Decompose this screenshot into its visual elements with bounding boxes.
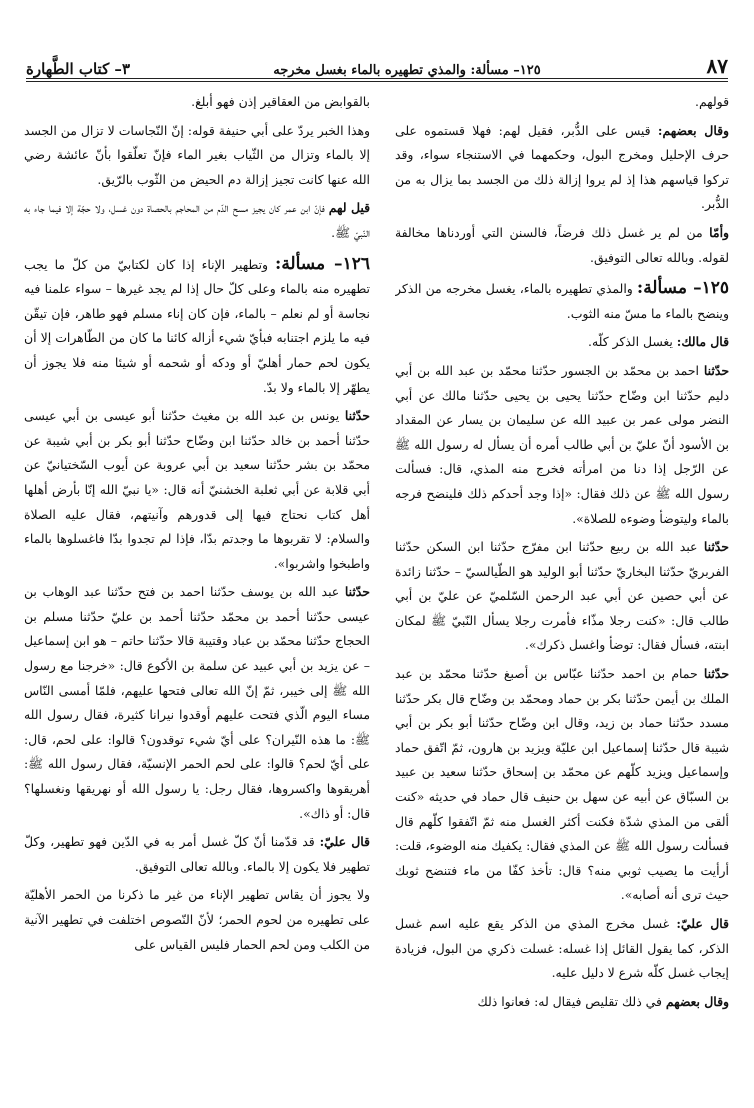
paragraph: ولا يجوز أن يقاس تطهير الإناء من غير ما ذكرنا من الحمر الأهليّة على تطهيره من لحوم الحمر؛ لأنّ النّصوص اختلفت في تطهير الآنية من الكلب ومن لحم الحمار فليس القياس على (24, 887, 370, 952)
section-heading: ١٢٦– مسألة: (275, 253, 370, 274)
section-paragraph: ١٢٦– مسألة: وتطهير الإناء إذا كان لكتابيّ من كلّ ما يجب تطهيره منه بالماء وعلى كلّ حال إذا لم يجد غيرها – سواء علمنا فيه نجاسة أو لم نعلم – بالماء، فإن كان إناء مسلم فهو طاهر، فإن تيقّن فيه ما يلزم اجتنابه فبأيّ شيء أزاله كائنا ما كان من الطّاهرات إلا أن يكون لحم حمار أهليّ أو ودكه أو شحمه أو شيئا منه فلا يجوز أن يطهّر إلا بالماء ولا بدّ. (24, 253, 370, 395)
header-rule (26, 78, 728, 79)
paragraph: وقال بعضهم في ذلك تقليص فيقال له: فعانوا ذلك (477, 993, 729, 1009)
paragraph: وأمّا من لم ير غسل ذلك فرضاً، فالسنن التي أوردناها مخالفة لقوله. وبالله تعالى التوفيق. (395, 224, 729, 265)
right-text-column (395, 90, 729, 1100)
paragraph: قال عليّ: قد قدّمنا أنّ كلّ غسل أمر به في الدّين فهو تطهير، وكلّ تطهير فلا يكون إلا بالماء. وبالله تعالى التوفيق. (24, 834, 370, 874)
section-heading: ١٢٥– مسألة: (636, 278, 729, 299)
paragraph: قال عليّ: غسل مخرج المذي من الذكر يقع عليه اسم غسل الذكر، كما يقول القائل إذا غسله: غسلت ذكري من البول، فزيادة إيجاب غسل كلّه شرع لا دليل عليه. (395, 916, 729, 981)
hadith-paragraph: حدّثنا حمام بن احمد حدّثنا عبّاس بن أصبغ حدّثنا محمّد بن عبد الملك بن أيمن حدّثنا بكر بن حماد ومحمّد بن وضّاح قال بكر حدّثنا مسدد حدّثنا حماد بن زيد، وقال ابن وضّاح حدّثنا أبو بكر بن أبي شيبة قال حدّثنا إسماعيل ابن عليّة ويزيد بن هارون، ثمّ اتّفق حماد وإسماعيل ويزيد كلّهم عن محمّد بن إسحاق حدّثنا سعيد بن عبيد بن السبّاق عن أبيه عن سهل بن حنيف قال حماد في حديثه «كنت ألقى من المذي شدّة فكنت أكثر الغسل منه ثمّ اتّفقوا كلّهم قال فسألت رسول الله ﷺ عن المذي فقال: يكفيك منه الوضوء، قلت: أرأيت ما يصيب ثوبي منه؟ قال: تأخذ كفّا من ماء فتنضح ثوبك حيث ترى أنه أصابه». (395, 666, 729, 903)
paragraph: قال مالك: يغسل الذكر كلّه. (588, 334, 729, 350)
hadith-paragraph: حدّثنا احمد بن محمّد بن الجسور حدّثنا محمّد بن عبد الله بن أبي دليم حدّثنا ابن وضّاح حدّثنا يحيى بن يحيى حدّثنا مالك عن أبي النضر مولى عمر بن عبيد الله عن سليمان بن يسار عن المقداد بن الأسود أنّ عليّ بن أبي طالب أمره أن يسأل له رسول الله ﷺ عن الرّجل إذا دنا من امرأته فخرج منه المذي، قال: فسألت رسول الله ﷺ عن ذلك فقال: «إذا وجد أحدكم ذلك فلينضح فرجه بالماء وليتوضأ وضوءه للصلاة». (395, 362, 729, 526)
hadith-paragraph: حدّثنا يونس بن عبد الله بن مغيث حدّثنا أبو عيسى بن أبي عيسى حدّثنا أحمد بن خالد حدّثنا ابن وضّاح حدّثنا أبو بكر بن أبي شيبة عن محمّد بن بشر حدّثنا سعيد بن أبي عروبة عن أيوب السّختيانيّ عن أبي قلابة عن أبي ثعلبة الخشنيّ أنه قال: «يا نبيّ الله إنّا بأرض أهلها أهل كتاب نحتاج فيها إلى قدورهم وآنيتهم، فقال عليه الصلاة والسلام: لا تقربوها ما وجدتم بدّا، فإذا لم تجدوا بدّا فاغسلوها بالماء واطبخوا واشربوا». (24, 408, 370, 571)
left-text-column (24, 90, 370, 1100)
page-number: ٨٧ (706, 54, 728, 78)
book-title: ٣– كتاب الطَّهارة (26, 60, 130, 78)
section-paragraph: ١٢٥– مسألة: والمذي تطهيره بالماء، يغسل مخرجه من الذكر وينضح بالماء ما مسّ منه الثوب. (395, 278, 729, 321)
paragraph: قولهم. (695, 94, 729, 109)
hadith-paragraph: حدّثنا عبد الله بن يوسف حدّثنا احمد بن فتح حدّثنا عبد الوهاب بن عيسى حدّثنا أحمد بن محمّد حدّثنا أحمد بن عليّ حدّثنا مسلم بن الحجاج حدّثنا محمّد بن عباد وقتيبة قالا حدّثنا حاتم – هو ابن إسماعيل – عن يزيد بن أبي عبيد عن سلمة بن الأكوع قال: «خرجنا مع رسول الله ﷺ إلى خيبر، ثمّ إنّ الله تعالى فتحها عليهم، فلمّا أمسى النّاس مساء اليوم الّذي فتحت عليهم أوقدوا نيرانا كثيرة، فقال رسول الله ﷺ: ما هذه النّيران؟ على أيّ شيء توقدون؟ قالوا: على لحم، قال: على أيّ لحم؟ قالوا: على لحم الحمر الإنسيّة، فقال رسول الله ﷺ: أهريقوها واكسروها، فقال رجل: يا رسول الله أو نهريقها ونغسلها؟ قال: أو ذاك». (24, 584, 370, 821)
paragraph: قيل لهم فإنّ ابن عمر كان يجيز مسح الدّم من المحاجم بالحصاة دون غسل، ولا حجّة إلا فيما جاء به النّبيّ ﷺ. (24, 200, 370, 240)
header-rule-thin (26, 81, 728, 82)
hadith-paragraph: حدّثنا عبد الله بن ربيع حدّثنا ابن مفرّج حدّثنا ابن السكن حدّثنا الفربريّ حدّثنا البخاريّ حدّثنا أبو الوليد هو الطّيالسيّ – حدّثنا زائدة عن أبي حصين عن أبي عبد الرحمن السّلميّ عن عليّ بن أبي طالب قال: «كنت رجلا مذّاء فأمرت رجلا يسأل النّبيّ ﷺ لمكان ابنته، فسأل فقال: توضأ واغسل ذكرك». (395, 539, 729, 653)
paragraph: وقال بعضهم: قيس على الدُّبر، فقيل لهم: فهلا قستموه على حرف الإحليل ومخرج البول، وحكمهما في الاستنجاء سواء، وقد تركوا قياسهم هذا إذ لم يروا إزالة ذلك من الجسد بما يزال به من الدُّبر. (395, 122, 729, 212)
running-title: ١٢٥– مسألة: والمذي تطهيره بالماء بغسل مخرجه (273, 63, 541, 78)
page-header (26, 52, 728, 78)
paragraph: وهذا الخبر يردّ على أبي حنيفة قوله: إنّ النّجاسات لا تزال من الجسد إلا بالماء وتزال من الثّياب بغير الماء فإنّ تعلّقوا بأنّ عائشة رضي الله عنها كانت تجيز إزالة دم الحيض من الثّوب بالرّيق. (24, 122, 370, 187)
paragraph: بالقوابض من العقاقير إذن فهو أبلغ. (191, 94, 370, 109)
